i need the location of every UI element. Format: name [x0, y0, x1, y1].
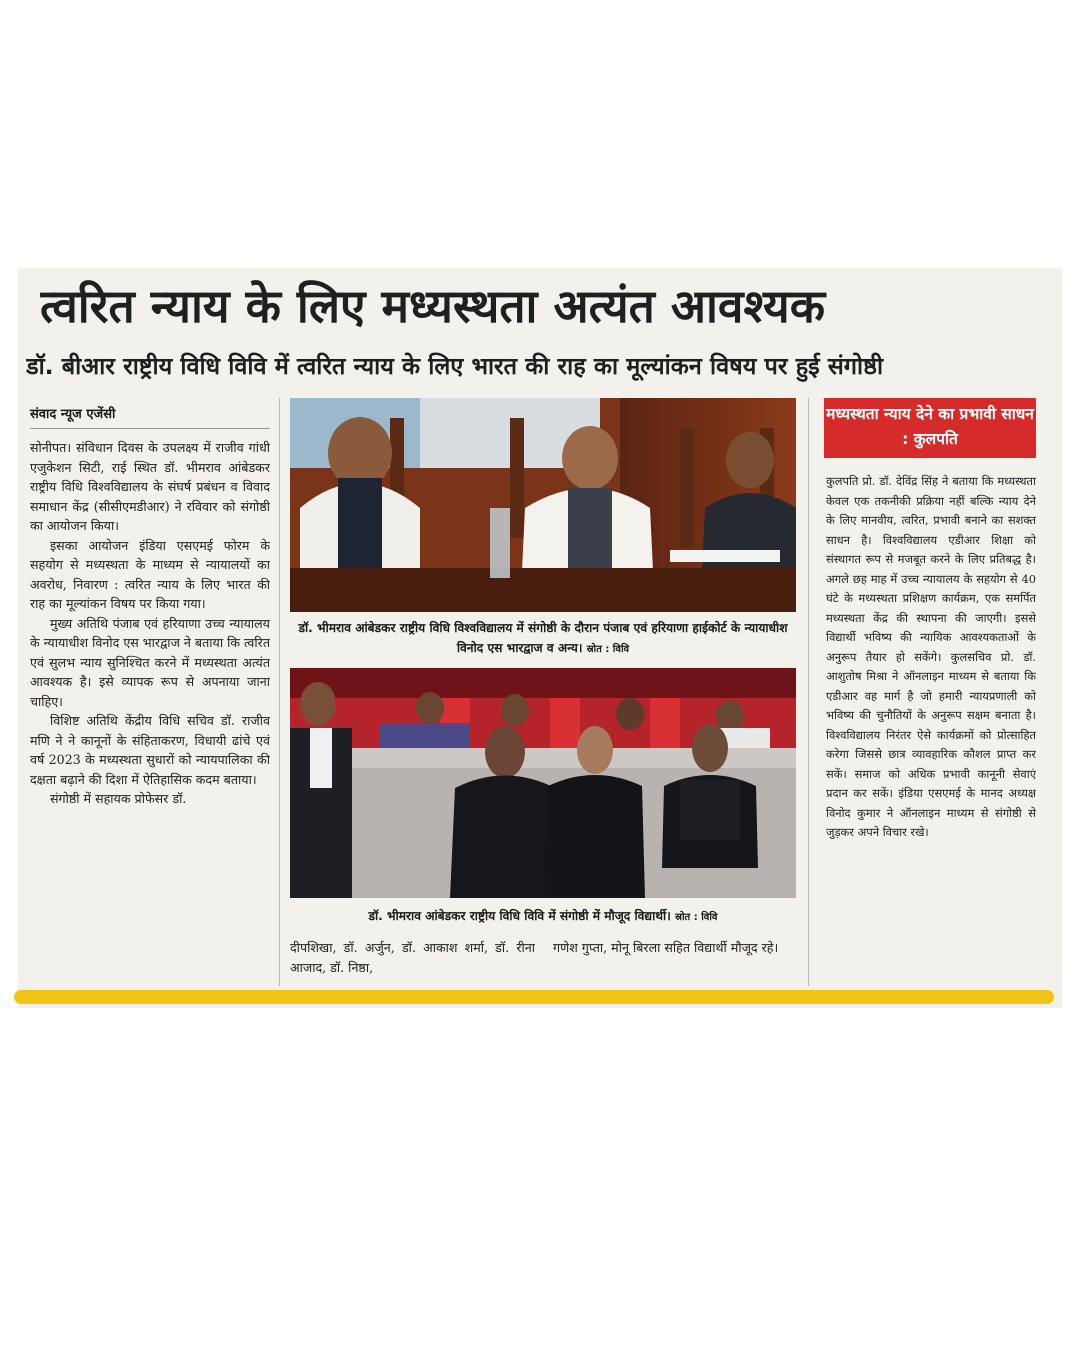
photo-students-caption	[296, 906, 790, 928]
photo-dignitaries-caption	[296, 618, 790, 660]
left-column	[30, 438, 270, 986]
paragraph: गणेश गुप्ता, मोनू बिरला सहित विद्यार्थी मौजूद रहे।	[553, 940, 779, 955]
paragraph: मुख्य अतिथि पंजाब एवं हरियाणा उच्च न्यायालय के न्यायाधीश विनोद एस भारद्वाज ने बताया कि त्वरित एवं सुलभ न्याय सुनिश्चित करने में मध्यस्थता अत्यंत आवश्यक है। इसे व्यापक रूप से अपनाया जाना चाहिए।	[30, 615, 270, 709]
caption-text: डॉ. भीमराव आंबेडकर राष्ट्रीय विधि विवि में संगोष्ठी में मौजूद विद्यार्थी।	[368, 909, 671, 923]
photo-students-image	[290, 668, 796, 898]
column-divider	[808, 398, 809, 986]
paragraph: इसका आयोजन इंडिया एसएमई फोरम के सहयोग से मध्यस्थता के माध्यम से न्यायालयों का अवरोध, निवारण : त्वरित न्याय के लिए भारत की राह का मूल्यांकन विषय पर किया गया।	[30, 537, 270, 611]
caption-source: स्रोत : विवि	[586, 644, 630, 655]
sidebar-title-box: मध्यस्थता न्याय देने का प्रभावी साधन : कुलपति	[824, 398, 1036, 458]
byline: संवाद न्यूज एजेंसी	[30, 404, 270, 429]
photo-dignitaries	[290, 398, 796, 612]
photo-dignitaries-image	[290, 398, 796, 612]
paragraph: कुलपति प्रो. डॉ. देविंद्र सिंह ने बताया कि मध्यस्थता केवल एक तकनीकी प्रक्रिया नहीं बल्कि न्याय देने के लिए मानवीय, त्वरित, प्रभावी बनाने का सशक्त साधन है। विश्वविद्यालय एडीआर शिक्षा को संस्थागत रूप से मजबूत करने के लिए प्रतिबद्ध है। अगले छह माह में उच्च न्यायालय के सहयोग से 40 घंटे के मध्यस्थता प्रशिक्षण कार्यक्रम, एक समर्पित मध्यस्थता केंद्र की स्थापना की जाएगी। इससे विद्यार्थी भविष्य की न्यायिक आवश्यकताओं के अनुरूप तैयार हो सकेंगे। कुलसचिव प्रो. डॉ. आशुतोष मिश्रा ने ऑनलाइन माध्यम से बताया कि एडीआर वह मार्ग है जो हमारी न्यायप्रणाली को भविष्य की चुनौतियों के अनुरूप सक्षम बनाता है। विश्वविद्यालय निरंतर ऐसे कार्यक्रमों को प्रोत्साहित करेगा जिससे छात्र व्यावहारिक कौशल प्राप्त कर सकें। समाज को अधिक प्रभावी कानूनी सेवाएं प्रदान कर सकें। इंडिया एसएमई के मानद अध्यक्ष विनोद कुमार ने ऑनलाइन माध्यम से संगोष्ठी से जुड़कर अपने विचार रखे।	[826, 474, 1036, 839]
subheadline: डॉ. बीआर राष्ट्रीय विधि विवि में त्वरित न्याय के लिए भारत की राह का मूल्यांकन विषय पर हुई संगोष्ठी	[26, 352, 884, 380]
paragraph: सोनीपत। संविधान दिवस के उपलक्ष्य में राजीव गांधी एजुकेशन सिटी, राई स्थित डॉ. भीमराव आंबेडकर राष्ट्रीय विधि विश्वविद्यालय के संघर्ष प्रबंधन व विवाद समाधान केंद्र (सीसीएमडीआर) ने रविवार को संगोष्ठी का आयोजन किया।	[30, 440, 270, 533]
middle-bottom-left-text	[290, 938, 535, 986]
middle-bottom-right-text	[553, 938, 796, 986]
caption-text: डॉ. भीमराव आंबेडकर राष्ट्रीय विधि विश्वविद्यालय में संगोष्ठी के दौरान पंजाब एवं हरियाणा हाईकोर्ट के न्यायाधीश विनोद एस भारद्वाज व अन्य।	[298, 621, 788, 655]
accent-bar	[14, 990, 1054, 1004]
sidebar-text	[826, 472, 1036, 972]
headline: त्वरित न्याय के लिए मध्यस्थता अत्यंत आवश्यक	[40, 279, 826, 333]
paragraph: संगोष्ठी में सहायक प्रोफेसर डॉ.	[50, 791, 187, 806]
photo-students	[290, 668, 796, 898]
column-divider	[279, 398, 280, 986]
paragraph: दीपशिखा, डॉ. अर्जुन, डॉ. आकाश शर्मा, डॉ. रीना आजाद, डॉ. निष्ठा,	[290, 940, 535, 975]
caption-source: स्रोत : विवि	[675, 912, 718, 923]
paragraph: विशिष्ट अतिथि केंद्रीय विधि सचिव डॉ. राजीव मणि ने ने कानूनों के संहिताकरण, विधायी ढांचे एवं वर्ष 2023 के मध्यस्थता सुधारों को न्यायपालिका की दक्षता बढ़ाने की दिशा में ऐतिहासिक कदम बताया।	[30, 713, 270, 787]
